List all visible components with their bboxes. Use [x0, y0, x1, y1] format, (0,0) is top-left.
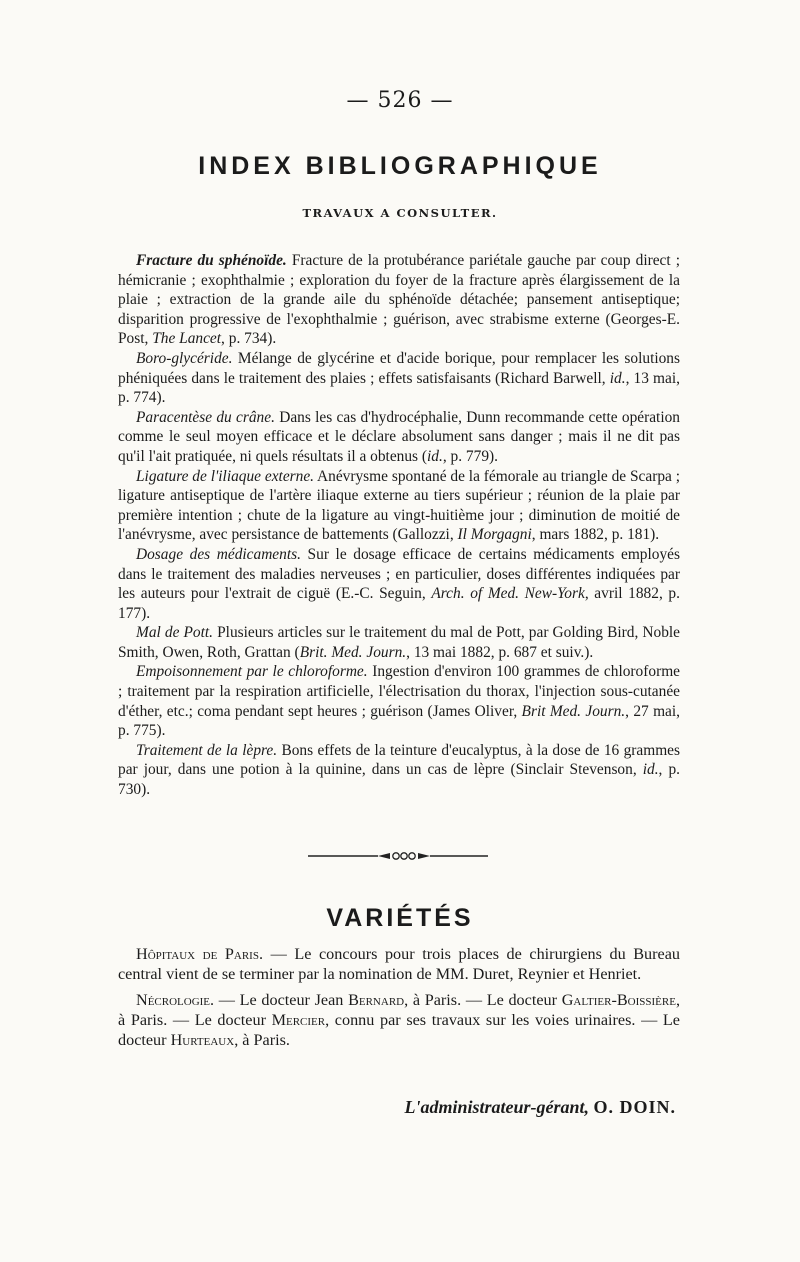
note-text: , connu par ses travaux sur les voies urinaires. — Le docteur [118, 1011, 680, 1049]
note-text: — Le docteur Jean [214, 991, 349, 1009]
entry-body: Sur le dosage efficace de certains médicaments employés dans le traitement des maladies nerveuses ; en particulier, doses différentes indiquées par les auteurs pour l'extrait de ciguë (E.-C. Seguin, [118, 545, 680, 603]
note-text: , à Paris. — Le docteur [118, 991, 680, 1029]
ornamental-divider [308, 850, 488, 862]
entry-source: Brit. Med. Journ. [299, 643, 407, 661]
index-title: INDEX BIBLIOGRAPHIQUE [198, 152, 602, 180]
entry-body: Fracture de la protubérance pariétale gauche par coup direct ; hémicranie ; exophthalmie ; exploration du foyer de la fracture après élargissement de la plaie ; extraction de la grande aile du sphénoïde détachée; pansement antiseptique; disparition progressive de l'exophthalmie ; guérison, avec strabisme externe (Georges-E. Post, [118, 252, 680, 348]
bibliography-entries [118, 251, 680, 800]
bibliography-entry [118, 467, 680, 545]
person-name: Bernard [348, 991, 405, 1009]
entry-body: Anévrysme spontané de la fémorale au triangle de Scarpa ; ligature antiseptique de l'artère iliaque externe au tiers supérieur ; réunion de la plaie par première intention ; chute de la ligature au vingt-huitième jour ; diminution de moitié de l'anévrysme, avec persistance de battements (Gallozzi, [118, 467, 680, 544]
entry-heading: Mal de Pott. [136, 624, 214, 642]
bibliography-entry [118, 741, 680, 800]
note-lead: Hôpitaux de Paris. [136, 945, 263, 963]
varietes-notes [118, 944, 680, 1056]
entry-body: Plusieurs articles sur le traitement du mal de Pott, par Golding Bird, Noble Smith, Owen, Roth, Grattan ( [118, 624, 680, 661]
entry-source: id. [642, 761, 659, 779]
entry-tail: , 13 mai 1882, p. 687 et suiv.). [406, 643, 594, 661]
signature-name: O. DOIN. [593, 1097, 676, 1117]
entry-source: Brit Med. Journ. [521, 702, 626, 720]
entry-heading: Ligature de l'iliaque externe. [136, 467, 315, 485]
signature [0, 1097, 676, 1118]
entry-tail: , p. 734). [221, 330, 277, 348]
entry-body: Dans les cas d'hydrocéphalie, Dunn recommande cette opération comme le seul moyen efficace et le déclare absolument sans danger ; mais il ne dit pas qu'il l'ait pratiquée, ni quels résultats il a obtenus ( [118, 408, 680, 465]
entry-heading: Dosage des médicaments. [136, 545, 301, 563]
entry-source: id. [609, 369, 626, 387]
bibliography-entry [118, 349, 680, 408]
person-name: Mercier [271, 1011, 326, 1029]
news-note [118, 990, 680, 1050]
entry-body: Mélange de glycérine et d'acide borique, pour remplacer les solutions phéniquées dans le traitement des plaies ; effets satisfaisants (Richard Barwell, [118, 349, 680, 387]
entry-tail: , p. 779). [442, 447, 498, 465]
bibliography-entry [118, 662, 680, 740]
entry-body: Bons effets de la teinture d'eucalyptus, à la dose de 16 grammes par jour, dans une potion à la quinine, dans un cas de lèpre (Sinclair Stevenson, [118, 741, 680, 779]
note-text: , à Paris. [234, 1031, 290, 1049]
bibliography-entry [118, 408, 680, 467]
bibliography-entry [118, 623, 680, 662]
news-note [118, 944, 680, 984]
entry-heading: Fracture du sphénoïde. [136, 252, 287, 269]
note-lead: Nécrologie. [136, 991, 215, 1009]
entry-tail: , mars 1882, p. 181). [531, 526, 660, 544]
entry-source: Arch. of Med. New-York [431, 585, 585, 603]
entry-heading: Boro-glycéride. [136, 349, 233, 367]
person-name: Galtier-Boissière [561, 991, 676, 1009]
entry-tail: , 13 mai, p. 774). [118, 369, 680, 407]
entry-source: The Lancet [152, 330, 222, 348]
entry-heading: Traitement de la lèpre. [136, 741, 278, 759]
entry-heading: Paracentèse du crâne. [136, 408, 275, 426]
entry-tail: , avril 1882, p. 177). [118, 585, 680, 622]
entry-source: id. [427, 447, 443, 465]
entry-heading: Empoisonnement par le chloroforme. [136, 663, 368, 681]
entry-tail: , p. 730). [118, 761, 680, 799]
page-number: — 526 — [346, 88, 454, 113]
entry-body: Ingestion d'environ 100 grammes de chloroforme ; traitement par la respiration artificielle, l'électrisation du thorax, l'injection sous-cutanée d'éther, etc.; coma pendant sept heures ; guérison (James Oliver, [118, 663, 680, 720]
bibliography-entry [118, 545, 680, 623]
note-text: — Le concours pour trois places de chirurgiens du Bureau central vient de se terminer par la nomination de MM. Duret, Reynier et Henriet. [118, 945, 680, 983]
note-text: , à Paris. — Le docteur [404, 991, 562, 1009]
signature-role: L'administrateur-gérant, [404, 1097, 589, 1117]
index-subtitle: TRAVAUX A CONSULTER. [302, 206, 498, 220]
entry-tail: , 27 mai, p. 775). [118, 702, 680, 740]
entry-source: Il Morgagni [457, 526, 532, 544]
person-name: Hurteaux [170, 1031, 235, 1049]
bibliography-entry [118, 251, 680, 349]
varietes-title: VARIÉTÉS [326, 904, 474, 932]
